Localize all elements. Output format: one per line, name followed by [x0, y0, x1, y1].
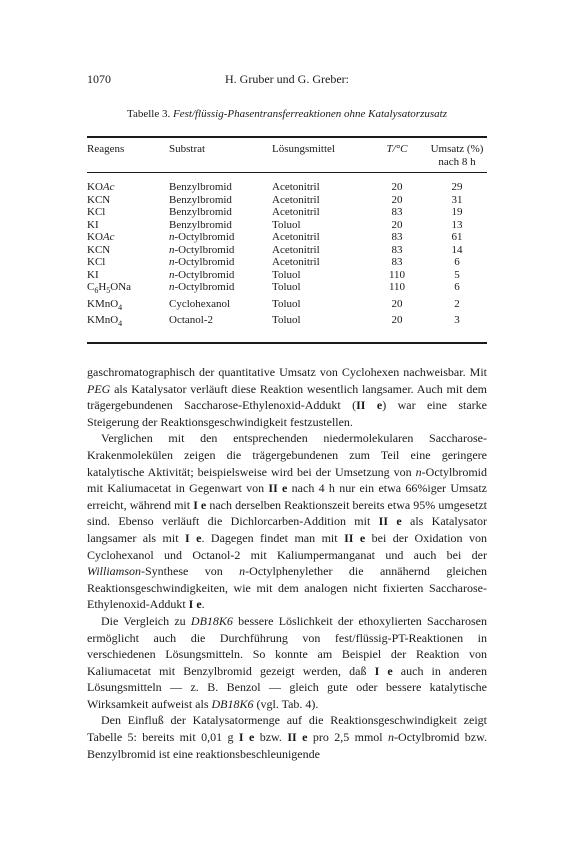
- cell-umsatz: 5: [454, 268, 460, 281]
- table-header-rule: [87, 172, 487, 173]
- text-run: .: [201, 597, 205, 612]
- text-run: bzw.: [254, 730, 288, 745]
- cell-umsatz: 14: [451, 243, 463, 256]
- text-italic: n: [239, 564, 246, 579]
- table-header: [87, 143, 487, 168]
- abbrev-peg: PEG: [87, 381, 111, 396]
- text-run: bessere Löslichkeit der ethoxylierten Saccharosen ermöglicht auch die Durchführung von fest/flüssig-PT-Reaktionen in verschiedenen Lösungsmitteln. So konnte am Beispiel der Reaktion von Kaliumacetat mit Benzylbromid gezeigt werden, daß: [87, 613, 487, 678]
- running-head: H. Gruber und G. Greber:: [225, 72, 349, 86]
- cell-substrat: n-Octylbromid: [169, 243, 235, 256]
- compound-ref: I e: [238, 730, 255, 745]
- cell-temp: 83: [391, 243, 403, 256]
- cell-loesungsmittel: Acetonitril: [272, 231, 320, 243]
- cell-loesungsmittel: Toluol: [272, 297, 301, 310]
- table-row: [87, 231, 487, 244]
- table-row: [87, 281, 487, 298]
- cell-reagens: KI: [87, 268, 99, 281]
- compound-ref: II e: [268, 481, 288, 496]
- text-italic: n: [415, 464, 422, 479]
- col-header-substrat: Substrat: [169, 143, 206, 155]
- cell-umsatz: 6: [454, 256, 460, 268]
- text-run: Die Vergleich zu: [101, 613, 191, 628]
- table-top-rule: [87, 136, 487, 138]
- text-italic: n: [388, 730, 395, 745]
- cell-substrat: Benzylbromid: [169, 206, 232, 218]
- table-row: [87, 256, 487, 269]
- text-run: ) war eine starke Steigerung der Reaktionsgeschwindigkeit festzustellen.: [87, 398, 487, 429]
- table-row: [87, 194, 487, 207]
- compound-ref: I e: [185, 530, 202, 545]
- text-run: -Octylphenylether die annähernd gleichen Reaktionsgeschwindigkeiten, wie mit dem analogen nicht fixierten Saccharose-Ethylenoxid-Addukt: [87, 564, 487, 612]
- text-run: . Dagegen findet man mit: [201, 530, 345, 545]
- cell-substrat: Benzylbromid: [169, 181, 232, 193]
- cell-reagens: KOAc: [87, 181, 115, 193]
- table-row: [87, 181, 487, 194]
- table-row: [87, 206, 487, 219]
- compound-ref: II e: [344, 530, 366, 545]
- cell-loesungsmittel: Toluol: [272, 314, 301, 327]
- table-row: [87, 269, 487, 282]
- cell-substrat: n-Octylbromid: [169, 231, 235, 243]
- text-italic: DB18K6: [211, 696, 254, 711]
- compound-ref: II e: [287, 730, 308, 745]
- cell-reagens: $C_6H_5ONa$: [87, 281, 132, 296]
- cell-temp: 83: [391, 206, 403, 218]
- cell-substrat: Benzylbromid: [169, 218, 232, 231]
- paragraph-4: [87, 712, 487, 762]
- cell-temp: 20: [391, 297, 403, 310]
- cell-temp: 20: [391, 193, 403, 206]
- cell-loesungsmittel: Acetonitril: [272, 193, 320, 206]
- cell-temp: 110: [388, 281, 406, 293]
- cell-temp: 83: [391, 256, 403, 268]
- cell-loesungsmittel: Acetonitril: [272, 206, 320, 218]
- cell-reagens: KCN: [87, 243, 111, 256]
- paragraph-3: [87, 613, 487, 713]
- table-caption: [87, 108, 487, 120]
- col-header-loesungsmittel: Lösungsmittel: [272, 143, 335, 155]
- text-run: nach derselben Reaktionszeit bereits etwa 95% umgesetzt sind. Ebenso verläuft die Dichlorcarben-Addition mit: [87, 497, 488, 529]
- table-caption-label: Tabelle 3.: [127, 108, 171, 120]
- text-run: Den Einfluß der Katalysatormenge auf die Reaktionsgeschwindigkeit zeigt Tabelle 5: bereits mit 0,01 g: [87, 713, 487, 745]
- cell-substrat: n-Octylbromid: [169, 256, 235, 268]
- compound-ref: II e: [356, 398, 383, 413]
- cell-substrat: n-Octylbromid: [169, 281, 235, 293]
- table-row: [87, 244, 487, 257]
- compound-ref: II e: [378, 514, 402, 529]
- text-run: -Octylbromid mit Kaliumacetat in Gegenwart von: [87, 464, 487, 496]
- cell-loesungsmittel: Acetonitril: [272, 181, 320, 193]
- cell-umsatz: 3: [454, 314, 460, 327]
- col-header-temp-text: T/°C: [386, 143, 408, 155]
- cell-umsatz: 19: [451, 206, 463, 218]
- body-text: [87, 364, 487, 762]
- cell-umsatz: 13: [451, 218, 463, 231]
- table-body: [87, 181, 487, 331]
- text-run: (vgl. Tab. 4).: [253, 696, 319, 711]
- compound-ref: I e: [193, 497, 207, 512]
- col-header-umsatz: [427, 143, 487, 168]
- cell-loesungsmittel: Acetonitril: [272, 256, 320, 268]
- cell-loesungsmittel: Toluol: [272, 268, 301, 281]
- cell-umsatz: 2: [454, 297, 460, 310]
- col-header-umsatz-line1: Umsatz (%): [430, 143, 484, 155]
- col-header-reagens: Reagens: [87, 143, 125, 155]
- text-italic: DB18K6: [190, 613, 233, 628]
- text-italic: Williamson: [87, 564, 142, 579]
- text-run: pro 2,5 mmol: [307, 730, 389, 745]
- cell-reagens: KOAc: [87, 231, 115, 243]
- cell-loesungsmittel: Toluol: [272, 218, 301, 231]
- cell-substrat: Octanol-2: [169, 314, 213, 327]
- table-row: [87, 219, 487, 232]
- cell-temp: 20: [391, 314, 403, 327]
- compound-ref: I e: [188, 597, 202, 612]
- cell-umsatz: 31: [451, 193, 463, 206]
- text-run: nach 4 h nur ein etwa 66%iger Umsatz erreicht, während mit: [87, 481, 487, 512]
- cell-umsatz: 61: [451, 231, 463, 243]
- compound-ref: I e: [374, 663, 393, 678]
- text-run: als Katalysator verläuft diese Reaktion wesentlich langsamer. Auch mit dem trägergebundenen Saccharose-Ethylenoxid-Addukt (: [87, 381, 487, 413]
- cell-reagens: KMnO$_4$: [87, 297, 123, 312]
- text-run: gaschromatographisch der quantitative Umsatz von Cyclohexen nachweisbar. Mit: [87, 365, 487, 379]
- col-header-umsatz-line2: nach 8 h: [438, 155, 476, 168]
- cell-reagens: KCN: [87, 193, 111, 206]
- text-run: Verglichen mit den entsprechenden niedermolekularen Saccharose-Krakenmolekülen zeigen die trägergebundenen zum Teil eine geringere katalytische Aktivität; beispielsweise wird bei der Umsetzung von: [87, 431, 487, 479]
- table-row: [87, 298, 487, 315]
- page-number: 1070: [87, 72, 111, 86]
- cell-reagens: KCl: [87, 256, 106, 268]
- cell-loesungsmittel: Toluol: [272, 281, 301, 293]
- table-caption-title: Fest/flüssig-Phasentransferreaktionen ohne Katalysatorzusatz: [173, 108, 447, 120]
- text-run: -Octylbromid bzw. Benzylbromid ist eine reaktionsbeschleunigende: [87, 730, 487, 761]
- cell-umsatz: 29: [451, 181, 463, 193]
- cell-temp: 20: [391, 181, 403, 193]
- text-run: als Katalysator langsamer als mit: [87, 514, 487, 545]
- cell-substrat: Cyclohexanol: [169, 297, 231, 310]
- paragraph-2: [87, 430, 487, 613]
- table-row: [87, 314, 487, 331]
- cell-temp: 110: [388, 268, 406, 281]
- table-bottom-rule: [87, 342, 487, 344]
- text-run: auch in anderen Lösungsmitteln — z. B. Benzol — gleich gute oder bessere katalytische Wirksamkeit aufweist als: [87, 663, 487, 711]
- text-run: -Synthese von: [141, 564, 240, 579]
- cell-substrat: n-Octylbromid: [169, 268, 235, 281]
- cell-temp: 20: [391, 218, 403, 231]
- col-header-temp: [367, 143, 427, 168]
- cell-reagens: KI: [87, 218, 99, 231]
- cell-reagens: KCl: [87, 206, 106, 218]
- cell-substrat: Benzylbromid: [169, 193, 232, 206]
- cell-temp: 83: [391, 231, 403, 243]
- cell-umsatz: 6: [454, 281, 460, 293]
- text-run: bei der Oxidation von Cyclohexanol und Octanol-2 mit Kaliumpermanganat und auch bei der: [87, 530, 487, 562]
- paragraph-1: [87, 364, 487, 430]
- cell-loesungsmittel: Acetonitril: [272, 243, 320, 256]
- cell-reagens: KMnO$_4$: [87, 314, 123, 329]
